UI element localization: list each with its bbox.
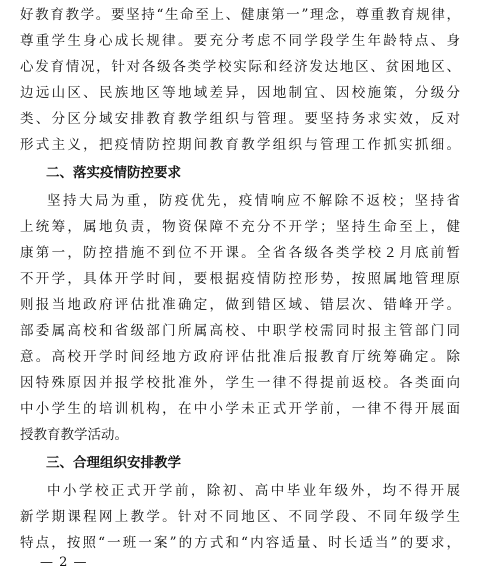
paragraph-line [0,214,480,240]
paragraph-line [0,292,480,318]
text-line: 尊重学生身心成长规律。要充分考虑不同学段学生年龄特点、身 [20,33,460,49]
section-heading-text: 二、落实疫情防控要求 [46,165,181,181]
page-number [0,553,480,573]
paragraph-line [0,370,480,396]
text-line: 意。高校开学时间经地方政府评估批准后报教育厅统筹确定。除 [20,349,460,365]
text-line: 边远山区、民族地区等地域差异，因地制宜、因校施策，分级分 [20,85,460,101]
text-line: 好教育教学。要坚持“生命至上、健康第一”理念，尊重教育规律， [20,7,460,23]
paragraph-line [0,28,480,54]
text-line: 特点，按照“一班一案”的方式和“内容适量、时长适当”的要求， [20,535,460,551]
text-line: 康第一，防控措施不到位不开课。全省各级各类学校２月底前暂 [20,245,460,261]
text-line: 类、分区分域安排教育教学组织与管理。要坚持务求实效，反对 [20,111,460,127]
section-heading-2 [0,160,480,186]
paragraph-line [0,396,480,422]
text-line: 坚持大局为重，防疫优先，疫情响应不解除不返校；坚持省 [47,193,460,209]
text-line: 授教育教学活动。 [20,427,128,443]
paragraph-line [0,240,480,266]
text-line: 因特殊原因并报学校批准外，学生一律不得提前返校。各类面向 [20,375,460,391]
page-number-text: — 2 — [40,555,88,570]
text-line: 心发育情况，针对各级各类学校实际和经济发达地区、贫困地区、 [20,59,460,75]
paragraph-line [0,106,480,132]
paragraph-line [0,478,480,504]
section-heading-3 [0,450,480,476]
paragraph-line [0,188,480,214]
text-line: 形式主义，把疫情防控期间教育教学组织与管理工作抓实抓细。 [20,137,460,153]
text-line: 不开学，具体开学时间，要根据疫情防控形势，按照属地管理原 [20,271,460,287]
text-line: 新学期课程网上教学。针对不同地区、不同学段、不同年级学生 [20,509,460,525]
paragraph-line [0,504,480,530]
paragraph-line [0,2,480,28]
paragraph-line [0,132,480,158]
paragraph-line [0,344,480,370]
paragraph-line [0,266,480,292]
text-line: 上统筹，属地负责，物资保障不充分不开学；坚持生命至上，健 [20,219,460,235]
paragraph-line [0,318,480,344]
text-line: 中小学校正式开学前，除初、高中毕业年级外，均不得开展 [47,483,460,499]
text-line: 中小学生的培训机构，在中小学未正式开学前，一律不得开展面 [20,401,460,417]
paragraph-line [0,54,480,80]
section-heading-text: 三、合理组织安排教学 [46,455,181,471]
paragraph-line [0,80,480,106]
paragraph-line [0,422,480,448]
text-line: 部委属高校和省级部门所属高校、中职学校需同时报主管部门同 [20,323,460,339]
text-line: 则报当地政府评估批准确定，做到错区域、错层次、错峰开学。 [20,297,460,313]
